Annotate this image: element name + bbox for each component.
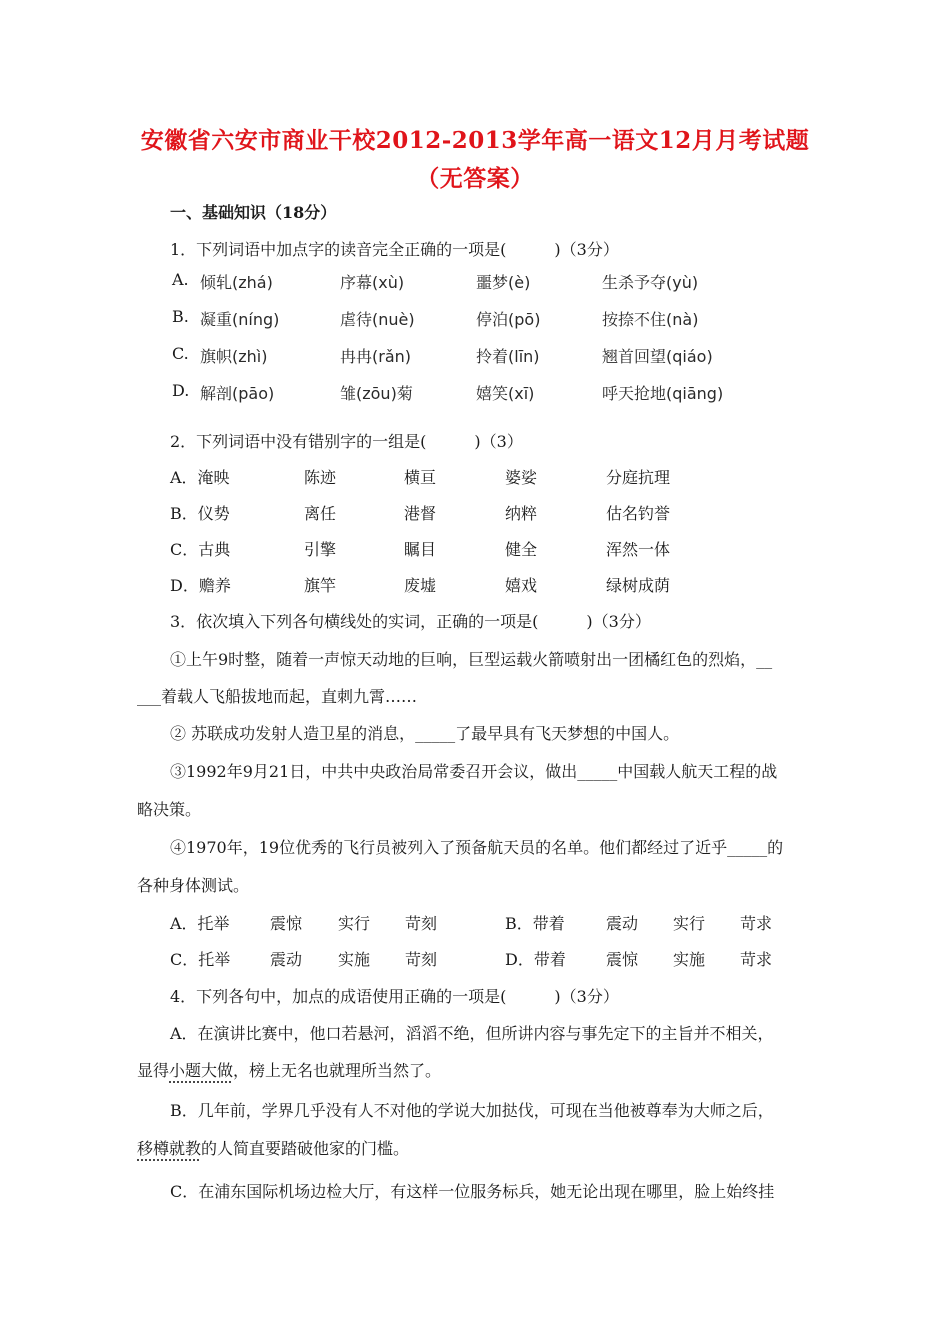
- option-lead: A．淹映: [170, 468, 230, 487]
- q4-option-c: C．在浦东国际机场边检大厅，有这样一位服务标兵，她无论出现在哪里，脸上始终挂: [170, 1182, 775, 1201]
- option-item: 估名钓誉: [606, 504, 671, 523]
- option-lead: D．赡养: [170, 576, 231, 595]
- option-lead: A．托举: [170, 914, 230, 933]
- option-item: 浑然一体: [606, 540, 671, 559]
- q3-options-cd: [0, 947, 950, 971]
- option-item: 废墟: [404, 576, 437, 595]
- text: ，榜上无名也就理所当然了。: [233, 1061, 442, 1080]
- text: 的人简直要踏破他家的门槛。: [201, 1139, 410, 1158]
- option-item: 分庭抗理: [606, 468, 671, 487]
- section-heading: 一、基础知识（18分）: [170, 203, 337, 222]
- q4-option-a-cont: [137, 1058, 441, 1081]
- option-item: 震惊: [606, 950, 639, 969]
- option-item: 引擎: [304, 540, 337, 559]
- q1-option-c: [0, 344, 950, 368]
- text: 显得: [137, 1061, 170, 1080]
- q2-option-c: [0, 537, 950, 561]
- option-item: 序幕(xù): [340, 273, 405, 292]
- q3-options-ab: [0, 911, 950, 935]
- q4-option-a: A．在演讲比赛中，他口若悬河，滔滔不绝，但所讲内容与事先定下的主旨并不相关，: [170, 1024, 774, 1043]
- q4-option-b-cont: [137, 1136, 409, 1159]
- option-item: 陈迹: [304, 468, 337, 487]
- q2-option-b: [0, 501, 950, 525]
- option-item: 纳粹: [505, 504, 538, 523]
- option-lead: C．古典: [170, 540, 231, 559]
- option-item: 呼天抢地(qiāng): [602, 384, 724, 403]
- option-item: 苛刻: [405, 914, 438, 933]
- option-lead: B．带着: [505, 914, 565, 933]
- option-item: 横亘: [404, 468, 437, 487]
- option-item: 停泊(pō): [476, 310, 541, 329]
- question-4-stem: 4．下列各句中，加点的成语使用正确的一项是( )（3分）: [170, 987, 619, 1006]
- option-item: 凝重(níng): [200, 310, 280, 329]
- q3-sentence-4: ④1970年，19位优秀的飞行员被列入了预备航天员的名单。他们都经过了近乎_____的: [170, 838, 784, 857]
- option-item: 嬉笑(xī): [476, 384, 535, 403]
- option-item: 苛求: [740, 914, 773, 933]
- question-1-stem: 1．下列词语中加点字的读音完全正确的一项是( )（3分）: [170, 240, 619, 259]
- option-item: 瞩目: [404, 540, 437, 559]
- option-item: 实施: [673, 950, 706, 969]
- q2-option-d: [0, 573, 950, 597]
- option-item: 健全: [505, 540, 538, 559]
- option-letter: A.: [172, 270, 189, 289]
- option-item: 雏(zōu)菊: [340, 384, 413, 403]
- option-item: 苛求: [740, 950, 773, 969]
- option-item: 虐待(nuè): [340, 310, 415, 329]
- q4-option-b: B．几年前，学界几乎没有人不对他的学说大加挞伐，可现在当他被尊奉为大师之后，: [170, 1101, 774, 1120]
- q1-option-d: [0, 381, 950, 405]
- option-item: 噩梦(è): [476, 273, 531, 292]
- option-item: 冉冉(rǎn): [340, 347, 412, 366]
- option-lead: C．托举: [170, 950, 231, 969]
- option-item: 实施: [338, 950, 371, 969]
- option-item: 苛刻: [405, 950, 438, 969]
- q1-option-a: [0, 270, 950, 294]
- q3-sentence-1: ①上午9时整，随着一声惊天动地的巨响，巨型运载火箭喷射出一团橘红色的烈焰，__: [170, 650, 773, 669]
- dotted-idiom: 小题大做: [169, 1061, 234, 1080]
- q3-sentence-4-cont: 各种身体测试。: [137, 876, 250, 895]
- option-item: 拎着(līn): [476, 347, 540, 366]
- option-item: 翘首回望(qiáo): [602, 347, 713, 366]
- option-item: 旗帜(zhì): [200, 347, 268, 366]
- page-title: 安徽省六安市商业干校2012-2013学年高一语文12月月考试题（无答案）: [140, 127, 810, 192]
- option-letter: B.: [172, 307, 189, 326]
- option-item: 生杀予夺(yù): [602, 273, 699, 292]
- option-item: 港督: [404, 504, 437, 523]
- q1-option-b: [0, 307, 950, 331]
- option-lead: D．带着: [505, 950, 566, 969]
- question-3-stem: 3．依次填入下列各句横线处的实词，正确的一项是( )（3分）: [170, 612, 651, 631]
- q3-sentence-3: ③1992年9月21日，中共中央政治局常委召开会议，做出_____中国载人航天工程的战: [170, 762, 778, 781]
- option-item: 倾轧(zhá): [200, 273, 273, 292]
- option-item: 震惊: [270, 914, 303, 933]
- option-item: 震动: [606, 914, 639, 933]
- option-item: 实行: [338, 914, 371, 933]
- option-item: 嬉戏: [505, 576, 538, 595]
- question-2-stem: 2．下列词语中没有错别字的一组是( )（3）: [170, 432, 523, 451]
- option-item: 实行: [673, 914, 706, 933]
- q3-sentence-1-cont: ___着载人飞船拔地而起，直刺九霄……: [137, 687, 418, 706]
- option-item: 震动: [270, 950, 303, 969]
- dotted-idiom: 移樽就教: [137, 1139, 202, 1158]
- q3-sentence-2: ② 苏联成功发射人造卫星的消息，_____了最早具有飞天梦想的中国人。: [170, 724, 680, 743]
- option-item: 解剖(pāo): [200, 384, 275, 403]
- q2-option-a: [0, 465, 950, 489]
- option-letter: D.: [172, 381, 190, 400]
- option-item: 按捺不住(nà): [602, 310, 699, 329]
- option-item: 婆娑: [505, 468, 538, 487]
- option-item: 绿树成荫: [606, 576, 671, 595]
- option-item: 旗竿: [304, 576, 337, 595]
- option-item: 离任: [304, 504, 337, 523]
- option-lead: B．仪势: [170, 504, 230, 523]
- option-letter: C.: [172, 344, 189, 363]
- q3-sentence-3-cont: 略决策。: [137, 800, 202, 819]
